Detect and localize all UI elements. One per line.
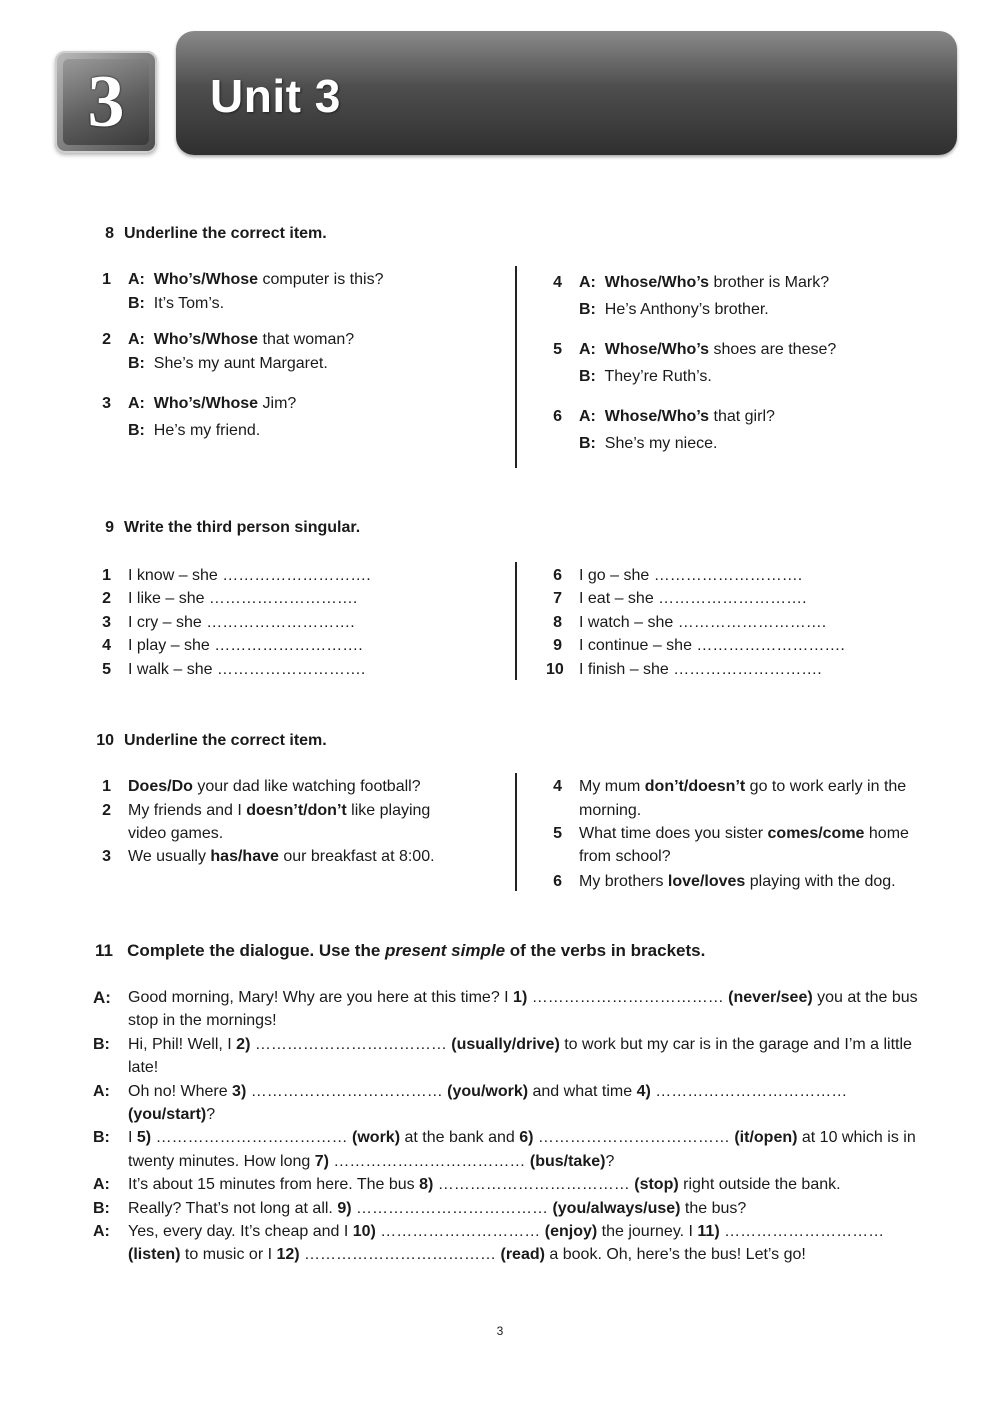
dialogue-text: Hi, Phil! Well, I [128,1035,237,1053]
answer-gap: ……………………………… [299,1246,501,1264]
dialogue-text: at 10 which is in twenty minutes. How long [128,1129,916,1170]
item-number: 5 [553,341,562,358]
item-text: It’s Tom’s. [153,295,225,312]
item-number: 1 [102,567,111,584]
answer-gap: ……………………………… [250,1035,452,1053]
item-text: They’re Ruth’s. [604,368,712,385]
item-text: like playing [346,802,431,819]
page-title: Unit 3 [210,70,341,122]
speaker-label: B: [93,1129,110,1147]
exercise-instruction: Complete the dialogue. Use the [127,941,386,960]
item-text: playing with the dog. [745,873,896,890]
choice-option: Whose/Who’s [604,408,710,425]
gap-number: 2) [236,1035,251,1053]
choice-option: Whose/Who’s [604,341,710,358]
dialogue-text: the bus? [680,1199,747,1217]
dialogue-text: Yes, every day. It’s cheap and I [128,1223,353,1241]
verb-prompt: (listen) [128,1246,181,1264]
speaker-label: B: [93,1035,110,1053]
verb-prompt: (work) [352,1129,401,1147]
dialogue-text: at the bank and [400,1129,520,1147]
verb-prompt: (stop) [634,1176,679,1194]
item-text: your dad like watching football? [192,778,421,795]
choice-option: doesn’t/don’t [246,802,347,819]
item-text: He’s Anthony’s brother. [604,301,769,318]
verb-prompt: (bus/take) [529,1152,606,1170]
item-number: 6 [553,873,562,890]
speaker-label: A: [93,1223,110,1241]
choice-option: don’t/doesn’t [644,778,746,795]
speaker-a: A: [128,395,145,412]
item-text: I eat – she ………………………. [579,590,807,607]
answer-gap: ……………………………… [433,1176,635,1194]
exercise-number: 9 [105,519,114,536]
gap-number: 11) [697,1223,720,1241]
item-number: 3 [102,614,111,631]
dialogue [93,986,933,1267]
item-text: computer is this? [258,271,384,288]
speaker-label: B: [93,1199,110,1217]
item-text: I go – she ………………………. [579,567,803,584]
dialogue-line-7 [93,1220,933,1267]
dialogue-text: ? [605,1152,615,1170]
item-text: She’s my niece. [604,435,718,452]
answer-gap: ……………………………… [650,1082,848,1100]
item-number: 2 [102,331,111,348]
gap-number: 7) [314,1152,329,1170]
dialogue-text: Oh no! Where [128,1082,233,1100]
gap-number: 4) [636,1082,651,1100]
dialogue-text: It’s about 15 minutes from here. The bus [128,1176,420,1194]
column-divider [515,773,517,891]
verb-prompt: (you/always/use) [552,1199,681,1217]
choice-option: has/have [210,848,279,865]
exercise-number: 11 [95,941,113,960]
speaker-a: A: [128,331,145,348]
exercise-9-heading [90,518,360,538]
item-number: 2 [102,802,111,819]
verb-prompt: (you/work) [447,1082,529,1100]
dialogue-text: I [128,1129,137,1147]
speaker-b: B: [579,368,596,385]
speaker-label: A: [93,1082,110,1100]
item-text: that woman? [258,331,355,348]
exercise-instruction: of the verbs in brackets. [505,941,706,960]
gap-number: 9) [337,1199,352,1217]
verb-prompt: (enjoy) [544,1223,598,1241]
speaker-b: B: [579,435,596,452]
gap-number: 6) [519,1129,534,1147]
speaker-a: A: [579,274,596,291]
speaker-a: A: [128,271,145,288]
item-number: 6 [553,408,562,425]
item-text: I play – she ………………………. [128,637,363,654]
column-divider [515,562,517,680]
item-number: 7 [553,590,562,607]
gap-number: 12) [276,1246,300,1264]
unit-banner [176,31,957,155]
dialogue-text: to work but my car is in the garage and I’m a little late! [128,1035,912,1077]
answer-gap: ……………………………… [151,1129,353,1147]
item-number: 4 [553,778,562,795]
item-text: I walk – she ………………………. [128,661,366,678]
item-number: 2 [102,590,111,607]
choice-option: comes/come [767,825,865,842]
choice-option: Who’s/Whose [153,271,259,288]
verb-prompt: (usually/drive) [451,1035,560,1053]
gap-number: 3) [232,1082,247,1100]
answer-gap: ……………………………… [246,1082,448,1100]
dialogue-line-4 [93,1126,933,1173]
dialogue-text: Good morning, Mary! Why are you here at this time? I [128,989,514,1006]
speaker-label: A: [93,1176,110,1194]
item-number: 1 [102,778,111,795]
dialogue-text: ? [206,1106,216,1124]
verb-prompt: (it/open) [734,1129,798,1147]
column-divider [515,266,517,468]
speaker-label: A: [93,988,111,1007]
item-text: What time does you sister [579,825,768,842]
choice-option: love/loves [667,873,746,890]
choice-option: Who’s/Whose [153,395,259,412]
item-text: I continue – she ………………………. [579,637,845,654]
item-number: 8 [553,614,562,631]
item-number: 5 [102,661,111,678]
item-number: 6 [553,567,562,584]
exercise-instruction: Underline the correct item. [124,732,327,749]
verb-prompt: (you/start) [128,1106,207,1124]
unit-number: 3 [87,61,125,143]
item-text: I watch – she ………………………. [579,614,827,631]
dialogue-text: right outside the bank. [678,1176,841,1194]
exercise-number: 10 [96,732,114,749]
answer-gap: ……………………………… [527,989,729,1006]
item-text: My brothers [579,873,668,890]
exercise-8-heading [90,224,327,244]
item-text: home [864,825,909,842]
speaker-b: B: [579,301,596,318]
gap-number: 1) [513,989,528,1006]
choice-option: Whose/Who’s [604,274,710,291]
exercise-number: 8 [105,225,114,242]
unit-number-badge [55,51,157,153]
item-text: My mum [579,778,645,795]
item-text: I finish – she ………………………. [579,661,822,678]
dialogue-line-1 [93,986,933,1033]
item-text: We usually [128,848,211,865]
item-number: 3 [102,395,111,412]
exercise-instruction: Underline the correct item. [124,225,327,242]
item-text: morning. [579,802,642,819]
speaker-b: B: [128,422,145,439]
item-text: our breakfast at 8:00. [278,848,435,865]
item-number: 1 [102,271,111,288]
gap-number: 10) [352,1223,376,1241]
exercise-11-heading [95,940,705,961]
item-text: I know – she ………………………. [128,567,371,584]
dialogue-line-6 [93,1197,933,1220]
dialogue-text: to music or I [180,1246,277,1264]
item-number: 9 [553,637,562,654]
dialogue-text: Really? That’s not long at all. [128,1199,338,1217]
item-text: shoes are these? [709,341,837,358]
item-text: I like – she ………………………. [128,590,358,607]
dialogue-line-2 [93,1033,933,1080]
speaker-a: A: [579,408,596,425]
gap-number: 8) [419,1176,434,1194]
item-text: brother is Mark? [709,274,830,291]
speaker-b: B: [128,355,145,372]
answer-gap: ……………………………… [351,1199,553,1217]
item-number: 10 [546,661,564,678]
answer-gap: ……………………………… [328,1152,530,1170]
item-text: I cry – she ………………………. [128,614,355,631]
exercise-10-heading [90,731,327,751]
exercise-instruction: Write the third person singular. [124,519,361,536]
answer-gap: ………………………… [719,1223,885,1241]
speaker-b: B: [128,295,145,312]
answer-gap: ………………………… [375,1223,545,1241]
dialogue-text: the journey. I [597,1223,698,1241]
dialogue-text: and what time [528,1082,637,1100]
item-text: video games. [128,825,224,842]
dialogue-text: you at the bus stop in the mornings! [128,989,918,1030]
item-text: My friends and I [128,802,247,819]
item-text: She’s my aunt Margaret. [153,355,328,372]
page-number: 3 [496,1324,504,1338]
item-number: 3 [102,848,111,865]
verb-prompt: (never/see) [728,989,813,1006]
item-number: 4 [553,274,562,291]
answer-gap: ……………………………… [533,1129,735,1147]
item-number: 4 [102,637,111,654]
item-text: that girl? [709,408,775,425]
speaker-a: A: [579,341,596,358]
exercise-instruction-emphasis: present simple [385,941,506,960]
item-text: He’s my friend. [153,422,261,439]
item-text: Jim? [258,395,297,412]
choice-option: Who’s/Whose [153,331,259,348]
choice-option: Does/Do [128,778,193,795]
item-number: 5 [553,825,562,842]
item-text: go to work early in the [745,778,907,795]
item-text: from school? [579,848,671,865]
verb-prompt: (read) [500,1246,545,1264]
dialogue-line-5 [93,1173,933,1196]
gap-number: 5) [136,1129,152,1147]
dialogue-line-3 [93,1080,933,1127]
dialogue-text: a book. Oh, here’s the bus! Let’s go! [544,1246,806,1264]
